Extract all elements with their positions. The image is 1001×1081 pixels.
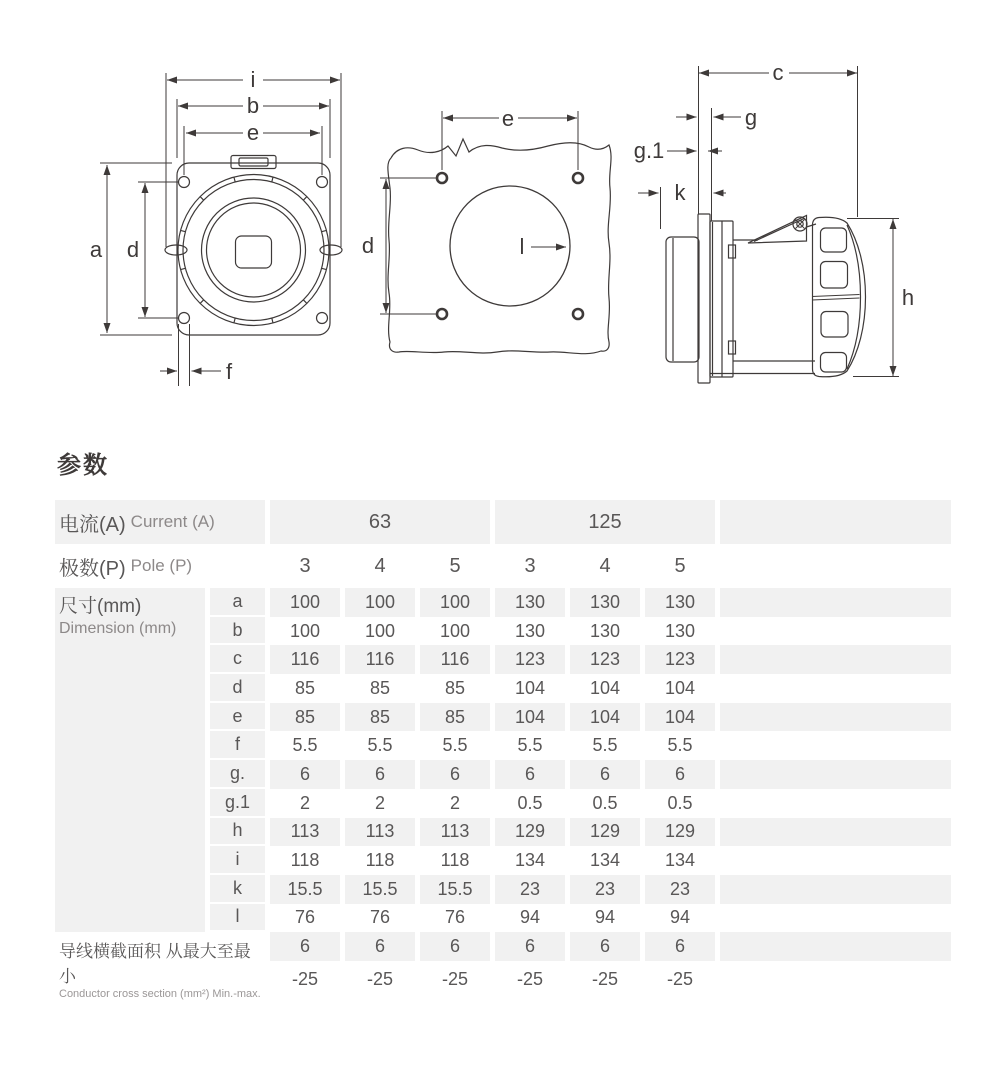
value-cell: 15.5 [345, 875, 415, 904]
dimension-key: f [210, 731, 265, 760]
cutout-circle [450, 186, 570, 306]
empty-cell [720, 703, 951, 732]
dimension-key: g. [210, 760, 265, 789]
value-cell: 0.5 [592, 792, 618, 813]
value-cell: 130 [495, 588, 565, 617]
value-cell: -25 [291, 968, 318, 989]
value-cell: -25 [441, 968, 468, 989]
value-cell: 23 [645, 875, 715, 904]
dimension-label-cell [55, 588, 205, 932]
panel-cutout-dimensions [380, 111, 578, 314]
mounting-hole [317, 313, 328, 324]
value-cell: 116 [345, 645, 415, 674]
value-cell: 104 [495, 703, 565, 732]
table-row [210, 731, 951, 760]
empty-cell [720, 875, 951, 904]
value-cell: 2 [374, 792, 385, 813]
value-cell: 2 [449, 792, 460, 813]
empty-cell [720, 500, 951, 544]
value-cell: 23 [570, 875, 640, 904]
contact-window [236, 236, 272, 268]
value-cell: 2 [299, 792, 310, 813]
value-cell: 6 [570, 932, 640, 961]
conductor-label-zh: 导线横截面积 从最大至最小 [59, 942, 251, 987]
table-row [210, 818, 951, 847]
dimension-key: b [210, 617, 265, 646]
value-cell: 23 [495, 875, 565, 904]
pole-label-zh: 极数(P) [59, 557, 126, 580]
value-cell: 85 [345, 703, 415, 732]
mounting-hole [317, 177, 328, 188]
socket-face-inner [207, 203, 301, 297]
value-cell: 130 [645, 588, 715, 617]
panel-torn-edge [388, 139, 611, 354]
empty-cell [720, 789, 951, 818]
value-cell: 6 [345, 932, 415, 961]
clip [729, 245, 736, 258]
side-view-labels [634, 60, 914, 310]
value-cell: 94 [594, 907, 616, 928]
value-cell: 130 [514, 620, 546, 641]
drill-hole [573, 309, 583, 319]
drill-hole [437, 173, 447, 183]
empty-cell [720, 731, 951, 760]
value-cell: 85 [294, 677, 316, 698]
value-cell: 0.5 [517, 792, 543, 813]
side-view-drawing [666, 214, 866, 383]
dimension-section [55, 588, 951, 932]
side-tab-right [320, 245, 342, 255]
value-cell: 6 [495, 760, 565, 789]
mounting-flange-plate [698, 214, 710, 383]
clip [729, 341, 736, 354]
front-view-labels [90, 67, 259, 384]
dimension-label-en: Dimension (mm) [59, 620, 177, 637]
value-cell: 76 [369, 907, 391, 928]
current-label-cell [55, 500, 265, 544]
table-row [210, 645, 951, 674]
cap-rib [821, 312, 848, 338]
value-cell: 130 [570, 588, 640, 617]
empty-cell [720, 674, 951, 703]
value-cell: 116 [270, 645, 340, 674]
front-view-drawing [165, 156, 342, 336]
conductor-label-en: Conductor cross section (mm²) Min.-max. [59, 988, 261, 1001]
value-cell: 100 [420, 588, 490, 617]
value-cell: 129 [645, 818, 715, 847]
dimension-rows [210, 588, 951, 932]
value-cell: 113 [345, 818, 415, 847]
pole-value: 4 [374, 554, 386, 577]
empty-cell [720, 760, 951, 789]
value-cell: 6 [345, 760, 415, 789]
value-cell: 5.5 [517, 735, 543, 756]
empty-cell [720, 544, 951, 588]
extension-lines [100, 73, 341, 335]
current-value-63: 63 [270, 500, 490, 544]
value-cell: 134 [664, 850, 696, 871]
value-cell: 6 [570, 760, 640, 789]
value-cell: 5.5 [592, 735, 618, 756]
value-cell: 104 [514, 677, 546, 698]
value-cell: 130 [664, 620, 696, 641]
side-view-dimensions [638, 66, 899, 377]
drill-hole [437, 309, 447, 319]
value-cell: 6 [270, 932, 340, 961]
dimension-key: k [210, 875, 265, 904]
top-hinge-nub-inner [239, 158, 268, 166]
dimension-label-zh: 尺寸(mm) [59, 596, 142, 617]
panel-cutout-holes [437, 173, 583, 319]
table-row [270, 961, 951, 997]
value-cell: 94 [669, 907, 691, 928]
pole-label-cell [55, 544, 265, 588]
dimension-key: g.1 [210, 789, 265, 818]
value-cell: 5.5 [442, 735, 468, 756]
dim-label-a: a [89, 237, 103, 262]
dimension-key: a [210, 588, 265, 617]
socket-face-outer [202, 198, 306, 302]
dim-label-l: l [519, 234, 525, 259]
pole-label-en: Pole (P) [130, 556, 193, 575]
current-label-en: Current (A) [130, 512, 215, 531]
cap-rib [821, 353, 847, 373]
gasket-line [713, 221, 723, 377]
pole-value: 5 [449, 554, 461, 577]
dim-label-i: i [250, 67, 256, 92]
panel-cutout-drawing [388, 139, 611, 354]
value-cell: 0.5 [667, 792, 693, 813]
rear-housing [666, 237, 699, 362]
technical-drawings [0, 0, 1001, 440]
value-cell: 100 [289, 620, 321, 641]
pole-value: 5 [674, 554, 686, 577]
value-cell: 5.5 [292, 735, 318, 756]
empty-cell [720, 617, 951, 646]
table-row [210, 617, 951, 646]
value-cell: 76 [294, 907, 316, 928]
dimension-key: i [210, 846, 265, 875]
value-cell: -25 [516, 968, 543, 989]
conductor-section [55, 932, 951, 1000]
cap-rib [821, 262, 848, 289]
value-cell: 104 [645, 703, 715, 732]
value-cell: 104 [589, 677, 621, 698]
value-cell: 76 [444, 907, 466, 928]
front-view-dimensions [100, 73, 341, 386]
value-cell: 85 [444, 677, 466, 698]
page-title: 参数 [57, 452, 109, 479]
value-cell: 129 [495, 818, 565, 847]
mounting-hole [179, 177, 190, 188]
empty-cell [720, 961, 951, 997]
empty-cell [720, 818, 951, 847]
value-cell: 104 [570, 703, 640, 732]
value-cell: -25 [366, 968, 393, 989]
empty-cell [720, 588, 951, 617]
pole-value: 3 [524, 554, 536, 577]
table-row [210, 588, 951, 617]
mounting-hole [179, 313, 190, 324]
bayonet-ring-inner [183, 180, 324, 321]
value-cell: 100 [270, 588, 340, 617]
value-cell: 85 [270, 703, 340, 732]
dim-label-d: d [361, 233, 375, 258]
value-cell: 118 [440, 850, 470, 871]
value-cell: 94 [519, 907, 541, 928]
value-cell: 118 [290, 850, 320, 871]
dim-label-d: d [126, 237, 140, 262]
bayonet-ring-ticks [181, 177, 327, 323]
pole-row [55, 544, 951, 588]
conductor-rows [270, 932, 951, 1000]
dim-label-h: h [901, 285, 915, 310]
pole-value: 3 [299, 554, 311, 577]
value-cell: 104 [664, 677, 696, 698]
table-row [210, 674, 951, 703]
value-cell: 6 [420, 932, 490, 961]
cap-rib [821, 228, 847, 252]
table-row [210, 789, 951, 818]
current-label-zh: 电流(A) [59, 513, 126, 536]
dim-label-k: k [674, 180, 686, 205]
empty-cell [720, 904, 951, 933]
value-cell: 5.5 [667, 735, 693, 756]
value-cell: 5.5 [367, 735, 393, 756]
side-tab-left [165, 245, 187, 255]
drill-hole [573, 173, 583, 183]
value-cell: 15.5 [270, 875, 340, 904]
table-row [210, 875, 951, 904]
current-row [55, 500, 951, 544]
value-cell: 134 [514, 850, 546, 871]
value-cell: 113 [420, 818, 490, 847]
table-row [210, 703, 951, 732]
value-cell: 6 [495, 932, 565, 961]
value-cell: 6 [420, 760, 490, 789]
value-cell: 100 [364, 620, 396, 641]
dimension-key: l [210, 904, 265, 933]
value-cell: 113 [270, 818, 340, 847]
value-cell: 6 [645, 932, 715, 961]
cap-mid-band [812, 295, 860, 301]
value-cell: -25 [591, 968, 618, 989]
body-edges [710, 240, 815, 374]
dim-label-f: f [225, 359, 233, 384]
value-cell: 118 [365, 850, 395, 871]
value-cell: 134 [589, 850, 621, 871]
dim-label-b: b [246, 93, 260, 118]
value-cell: -25 [666, 968, 693, 989]
dim-label-g: g [744, 105, 758, 130]
f-extension-lines [179, 324, 222, 386]
value-cell: 130 [589, 620, 621, 641]
value-cell: 15.5 [420, 875, 490, 904]
value-cell: 85 [369, 677, 391, 698]
dim-label-g1: g.1 [633, 138, 665, 163]
value-cell: 123 [495, 645, 565, 674]
dim-label-e: e [501, 106, 515, 131]
value-cell: 100 [345, 588, 415, 617]
value-cell: 100 [439, 620, 471, 641]
value-cell: 6 [645, 760, 715, 789]
current-value-125: 125 [495, 500, 715, 544]
value-cell: 6 [270, 760, 340, 789]
dimension-key: h [210, 818, 265, 847]
table-row [210, 904, 951, 933]
spec-table [55, 500, 951, 1000]
dimension-key: d [210, 674, 265, 703]
table-row [210, 846, 951, 875]
value-cell: 116 [420, 645, 490, 674]
dimension-key: e [210, 703, 265, 732]
value-cell: 129 [570, 818, 640, 847]
table-row [210, 760, 951, 789]
value-cell: 123 [645, 645, 715, 674]
empty-cell [720, 932, 951, 961]
pole-value: 4 [599, 554, 611, 577]
dim-label-c: c [772, 60, 784, 85]
empty-cell [720, 645, 951, 674]
table-row [270, 932, 951, 961]
dim-label-e: e [246, 120, 260, 145]
empty-cell [720, 846, 951, 875]
dimension-key: c [210, 645, 265, 674]
value-cell: 123 [570, 645, 640, 674]
extension-lines [380, 111, 578, 314]
flange-outline [177, 163, 330, 335]
value-cell: 85 [420, 703, 490, 732]
conductor-label-cell [55, 932, 265, 1000]
